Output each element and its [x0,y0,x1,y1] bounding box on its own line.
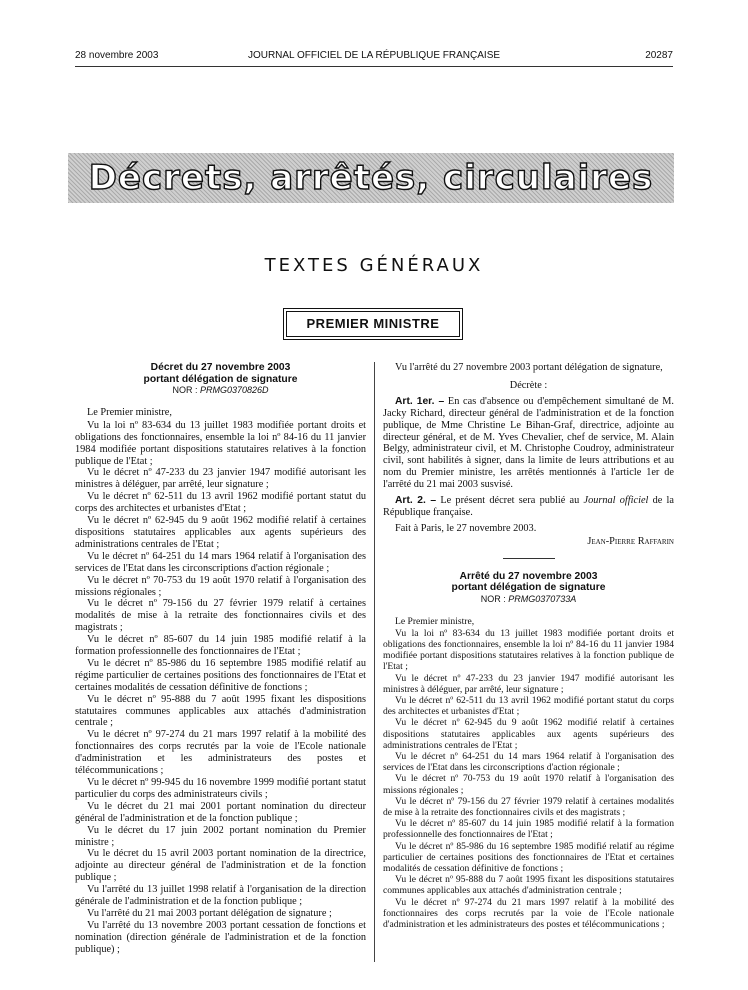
decree1-considerations-continued [383,362,674,374]
decree1-paragraph: Vu le décret nº 79-156 du 27 février 1979 relatif à certaines modalités de mise à la retraite des fonctionnaires civils et des magistrats ; [75,598,366,634]
decree1-decrete: Décrète : [509,379,548,391]
decree1-paragraph: Vu le décret nº 62-945 du 9 août 1962 modifié relatif à certaines dispositions statutaires applicables aux agents supérieurs des administrations centrales de l'Etat ; [75,515,366,550]
decree1-paragraph: Vu le décret nº 70-753 du 19 août 1970 relatif à l'organisation des missions régionales ; [75,574,366,598]
decree1-paragraph: Vu le décret nº 47-233 du 23 janvier 1947 modifié autorisant les ministres à déléguer, par arrêté, leur signature ; [75,467,366,491]
decree2-paragraph: Vu le décret nº 64-251 du 14 mars 1964 relatif à l'organisation des services de l'Etat dans les circonscriptions d'action régionale ; [383,751,674,774]
decree1-paragraph: Vu le décret nº 62-511 du 13 avril 1962 modifié portant statut du corps des architectes et urbanistes d'Etat ; [75,491,366,515]
decree1-paragraph: Vu le décret du 15 avril 2003 portant nomination de la directrice, adjointe au directeur général de l'administration et de la fonction publique ; [75,848,366,884]
decree2-title-line2: portant délégation de signature [451,582,606,594]
column-left [75,362,366,956]
decree2-paragraph: Vu le décret nº 79-156 du 27 février 1979 relatif à certaines modalités de mise à la retraite des fonctionnaires civils et des magistrats ; [383,795,674,819]
decree2-paragraph: Vu la loi nº 83-634 du 13 juillet 1983 modifiée portant droits et obligations des fonctionnaires, ensemble la loi nº 84-16 du 11 janvier 1984 modifiée portant dispositions statutaires relatives à la fonction publique de l'Etat ; [383,627,674,673]
decree1-title-line1: Décret du 27 novembre 2003 [150,362,291,373]
decree1-title-line2: portant délégation de signature [143,373,298,385]
ministry-box: PREMIER MINISTRE [286,311,460,337]
header-date: 28 novembre 2003 [75,50,159,61]
decree1-paragraph: Vu l'arrêté du 27 novembre 2003 portant délégation de signature, [395,362,663,373]
decree1-paragraph: Le Premier ministre, [87,406,172,418]
column-divider [374,362,375,962]
decree2-paragraph: Vu le décret nº 85-607 du 14 juin 1985 modifié relatif à la formation professionnelle des fonctionnaires de l'Etat ; [383,818,674,841]
page-header [75,50,673,64]
column-right [383,362,674,930]
decree1-paragraph: Vu le décret nº 85-986 du 16 septembre 1985 modifié relatif au régime particulier de certaines positions des fonctionnaires de l'Etat et certaines modalités de cessation définitive de fonctions ; [75,657,366,693]
decree1-paragraph: Vu le décret du 17 juin 2002 portant nomination du Premier ministre ; [75,824,366,848]
header-rule [75,66,673,67]
decree2-nor: NOR : PRMG0370733A [480,593,577,604]
decree1-paragraph: Vu l'arrêté du 13 novembre 2003 portant cessation de fonctions et nomination (direction générale de l'administration et de la fonction publique) ; [75,919,366,955]
decree1-nor: NOR : PRMG0370826D [172,385,269,395]
decree1-paragraph: Vu le décret du 21 mai 2001 portant nomination du directeur général de l'administration et de la fonction publique ; [75,800,366,824]
decree1-paragraph: Vu le décret nº 64-251 du 14 mars 1964 relatif à l'organisation des services de l'Etat dans les circonscriptions d'action régionale ; [75,550,366,574]
decree2-title-line1: Arrêté du 27 novembre 2003 [459,570,598,582]
decree2-paragraph: Vu le décret nº 97-274 du 21 mars 1997 relatif à la mobilité des fonctionnaires des corps recrutés par la voie de l'Ecole nationale d'administration et les administrateurs des postes et télécommunications ; [383,896,674,931]
decree1-paragraph: Vu le décret nº 95-888 du 7 août 1995 fixant les dispositions statutaires communes applicables aux attachés d'administration centrale ; [75,693,366,729]
decree1-paragraph: Vu l'arrêté du 13 juillet 1998 relatif à l'organisation de la direction générale de l'administration et de la fonction publique ; [75,884,366,908]
decree2-paragraph: Le Premier ministre, [395,615,475,627]
decree1-article-1: Art. 1er. – En cas d'absence ou d'empêchement simultané de M. Jacky Richard, directeur général de l'administration et de la fonction publique, de Mme Christine Le Bihan-Graf, directrice, adjointe au directeur général, et de M. Yves Chevalier, chef de service, M. Alain Belgy, administrateur civil, et M. Christophe Coudroy, administrateur civil, sont habilités à signer, dans la limite de leurs attributions et au nom du Premier ministre, les arrêtés mentionnés à l'article 1er de l'arrêté du 21 mai 2003 susvisé. [383,395,674,491]
decree1-paragraph: Vu la loi nº 83-634 du 13 juillet 1983 modifiée portant droits et obligations des fonctionnaires, ensemble la loi nº 84-16 du 11 janvier 1984 modifiée portant dispositions statutaires relatives à la fonction publique de l'Etat ; [75,419,366,467]
section-banner [68,153,674,203]
decree1-paragraph: Vu le décret nº 99-945 du 16 novembre 1999 modifié portant statut particulier du corps des administrateurs civils ; [75,777,366,800]
banner-title: Décrets, arrêtés, circulaires [88,158,654,198]
decree1-signature: Jean-Pierre Raffarin [587,535,674,547]
decree1-article-2: Art. 2. – Le présent décret sera publié au Journal officiel de la République française. [383,495,674,518]
decree2-paragraph: Vu le décret nº 47-233 du 23 janvier 1947 modifié autorisant les ministres à déléguer, par arrêté, leur signature ; [383,672,674,695]
decree2-paragraph: Vu le décret nº 62-511 du 13 avril 1962 modifié portant statut du corps des architectes et urbanistes d'Etat ; [383,695,674,718]
decree1-paragraph: Vu le décret nº 85-607 du 14 juin 1985 modifié relatif à la formation professionnelle des fonctionnaires de l'Etat ; [75,634,366,658]
header-page-number: 20287 [645,50,673,61]
decree2-paragraph: Vu le décret nº 85-986 du 16 septembre 1985 modifié relatif au régime particulier de certaines positions des fonctionnaires de l'Etat et certaines modalités de cessation définitive de fonctions ; [383,840,674,875]
decree1-paragraph: Vu l'arrêté du 21 mai 2003 portant délégation de signature ; [87,907,332,919]
separator-rule [503,558,555,559]
decree2-paragraph: Vu le décret nº 95-888 du 7 août 1995 fixant les dispositions statutaires communes applicables aux attachés d'administration centrale ; [383,874,674,897]
decree1-considerations [75,407,366,956]
header-journal-title: JOURNAL OFFICIEL DE LA RÉPUBLIQUE FRANÇAISE [247,50,501,61]
decree2-paragraph: Vu le décret nº 62-945 du 9 août 1962 modifié relatif à certaines dispositions statutaires applicables aux agents supérieurs des administrations centrales de l'Etat ; [383,717,674,751]
decree2-considerations [383,616,674,931]
section-title: TEXTES GÉNÉRAUX [264,255,484,276]
decree1-paragraph: Vu le décret nº 97-274 du 21 mars 1997 relatif à la mobilité des fonctionnaires des corps recrutés par la voie de l'Ecole nationale d'administration et les administrateurs des postes et télécommunications ; [75,729,366,777]
decree1-done-at: Fait à Paris, le 27 novembre 2003. [395,522,537,534]
decree2-paragraph: Vu le décret nº 70-753 du 19 août 1970 relatif à l'organisation des missions régionales ; [383,773,674,796]
